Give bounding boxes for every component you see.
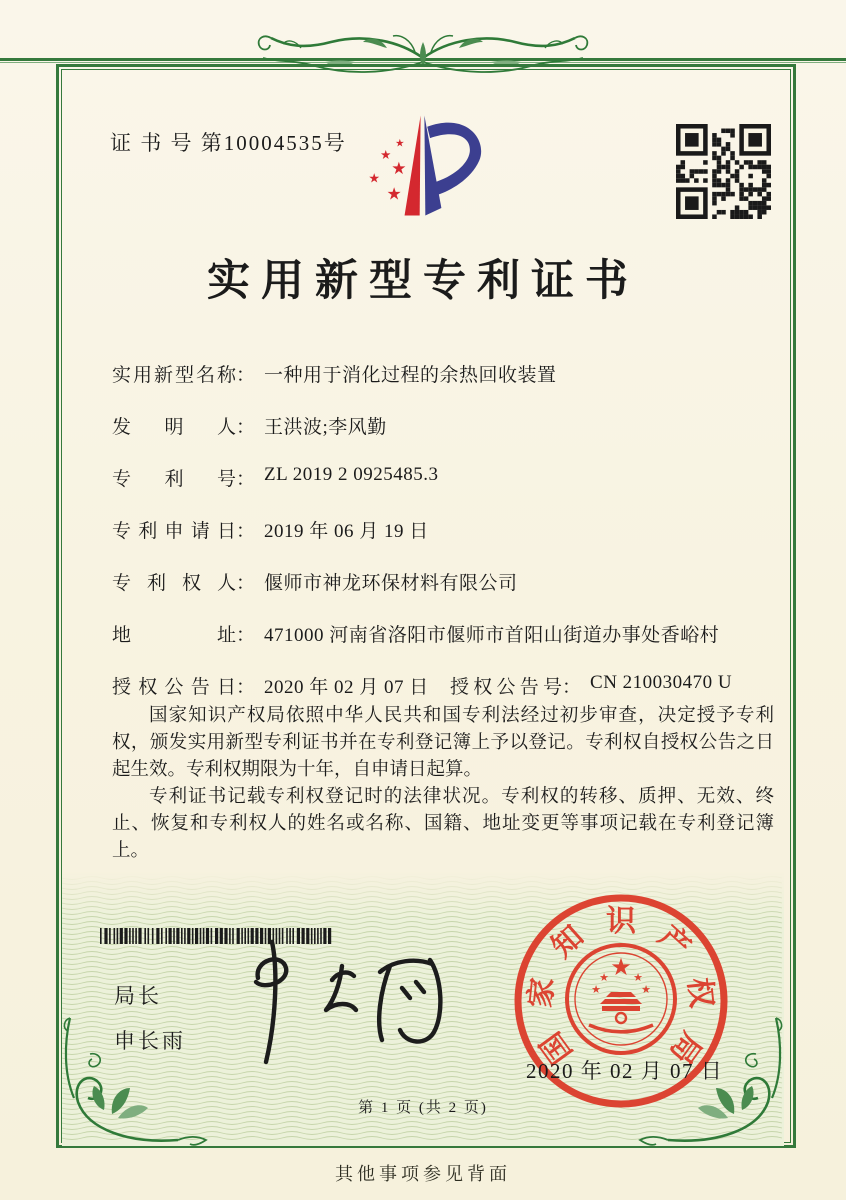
field-label: 专利申请日 — [112, 521, 236, 542]
field-row-patentee — [112, 568, 774, 620]
seal-char: 产 — [652, 919, 697, 965]
star-icon: ★ — [591, 984, 601, 996]
legal-paragraph-1: 国家知识产权局依照中华人民共和国专利法经过初步审查，决定授予专利权，颁发实用新型专利证书并在专利登记簿上予以登记。专利权自授权公告之日起生效。专利权期限为十年，自申请日起算。 — [112, 706, 774, 780]
director-name: 申长雨 — [114, 1029, 186, 1053]
certificate-number: 证 书 号 第10004535号 — [110, 131, 347, 155]
field-colon: ： — [236, 625, 256, 646]
field-value: 2020 年 02 月 07 日 — [264, 677, 429, 698]
field-label: 专利权人 — [112, 573, 236, 594]
legal-text — [112, 703, 774, 865]
star-icon: ★ — [395, 138, 405, 150]
logo-p-bowl — [427, 123, 481, 195]
field-value: 偃师市神龙环保材料有限公司 — [264, 573, 518, 594]
page-number: 第 1 页 (共 2 页) — [358, 1100, 488, 1116]
seal-char: 识 — [606, 905, 636, 938]
field-row-filing-date — [112, 516, 774, 568]
seal-char: 国 — [534, 1025, 579, 1070]
field-value: 王洪波;李风勤 — [264, 417, 387, 438]
field-label: 授权公告号 — [450, 677, 562, 698]
star-icon: ★ — [391, 159, 407, 178]
field-row-patent-no — [112, 464, 774, 516]
field-colon: ： — [236, 417, 256, 438]
field-label: 地址 — [112, 625, 236, 646]
star-icon: ★ — [641, 984, 651, 996]
field-value: ZL 2019 2 0925485.3 — [264, 464, 439, 485]
field-label: 发明人 — [112, 417, 236, 438]
field-colon: ： — [236, 521, 256, 542]
cnipa-logo — [346, 104, 516, 227]
certificate-title: 实用新型专利证书 — [207, 258, 639, 305]
field-colon: ： — [236, 573, 256, 594]
field-row-inventor — [112, 412, 774, 464]
corner-ornament-left — [60, 1014, 210, 1148]
star-icon: ★ — [386, 184, 402, 204]
field-label: 实用新型名称 — [112, 365, 236, 386]
signature — [228, 936, 478, 1068]
star-icon: ★ — [610, 955, 632, 981]
field-label: 授权公告日 — [112, 677, 236, 698]
field-grant-number — [450, 672, 732, 699]
star-icon: ★ — [368, 170, 381, 186]
field-value: 一种用于消化过程的余热回收装置 — [264, 365, 557, 386]
field-value: 2019 年 06 月 19 日 — [264, 521, 429, 542]
star-icon: ★ — [633, 972, 643, 984]
field-label: 专利号 — [112, 469, 236, 490]
director-title: 局长 — [114, 984, 162, 1008]
star-icon: ★ — [380, 147, 392, 162]
logo-red-wedge — [405, 115, 421, 215]
field-row-name — [112, 360, 774, 412]
seal-date: 2020 年 02 月 07 日 — [526, 1059, 724, 1083]
field-colon: ： — [236, 365, 256, 386]
star-icon: ★ — [599, 972, 609, 984]
field-colon: ： — [562, 677, 582, 698]
legal-paragraph-2: 专利证书记载专利权登记时的法律状况。专利权的转移、质押、无效、终止、恢复和专利权人的姓名或名称、国籍、地址变更等事项记载在专利登记簿上。 — [112, 787, 774, 861]
field-colon: ： — [236, 677, 256, 698]
field-colon: ： — [236, 469, 256, 490]
field-value: CN 210030470 U — [590, 672, 733, 693]
field-list — [112, 360, 774, 724]
seal-char: 家 — [523, 976, 560, 1010]
corner-ornament-right — [636, 1014, 786, 1148]
qr-code — [676, 124, 771, 219]
field-row-address — [112, 620, 774, 672]
seal-char: 知 — [545, 919, 590, 965]
back-note: 其他事项参见背面 — [335, 1164, 511, 1184]
seal-char: 权 — [682, 976, 719, 1010]
field-value: 471000 河南省洛阳市偃师市首阳山街道办事处香峪村 — [264, 625, 720, 646]
seal-char: 局 — [663, 1025, 708, 1070]
